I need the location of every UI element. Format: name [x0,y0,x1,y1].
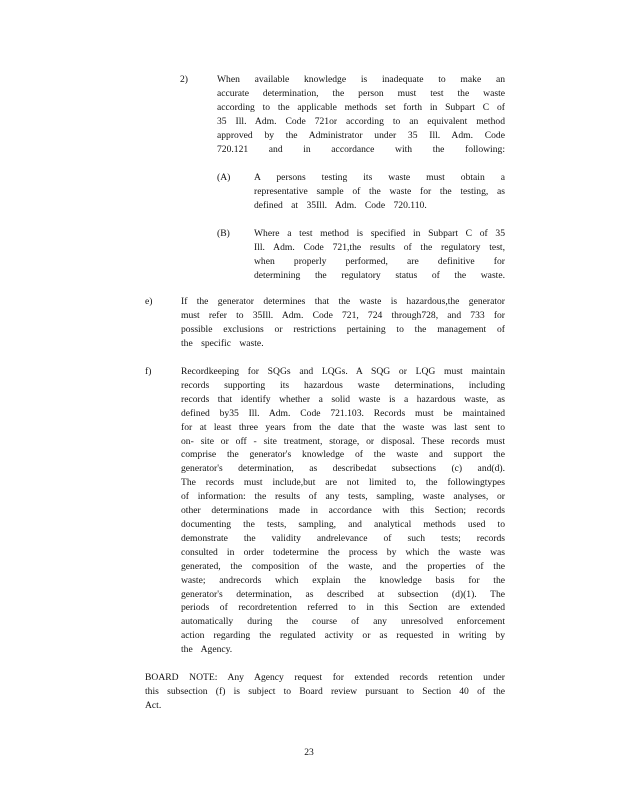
item-2-line: approved by the Administrator under 35 Ill. Adm. Code [217,129,505,141]
item-e-line: If the generator determines that the waste is hazardous,the generator [181,296,505,307]
item-2-line: according to the applicable methods set forth in Subpart C of [217,101,505,113]
item-f-line: defined by35 Ill. Adm. Code 721.103. Records must be maintained [181,407,505,419]
item-f-line: documenting the tests, sampling, and analytical methods used to [181,518,505,530]
sub-b-marker: (B) [217,228,230,239]
item-e-line: possible exclusions or restrictions pertaining to the management of [181,323,505,335]
item-2-marker: 2) [180,74,188,85]
item-2-line: accurate determination, the person must test the waste [217,87,505,99]
item-f-line: records that identify whether a solid waste is a hazardous waste, as [181,393,505,405]
item-f-line: of information: the results of any tests, sampling, waste analyses, or [181,491,505,503]
page-number: 23 [304,747,314,758]
sub-b-line: Ill. Adm. Code 721,the results of the regulatory test, [254,241,505,253]
board-note-line: Act. [145,699,162,711]
item-2-text [217,73,505,156]
item-f-line: generated, the composition of the waste, and the properties of the [181,560,505,572]
item-f-line: The records must include,but are not limited to, the followingtypes [181,477,505,489]
item-f-line: generator's determination, as describedat subsections (c) and(d). [181,463,505,475]
board-note-line: BOARD NOTE: Any Agency request for extended records retention under [145,672,505,683]
item-f-line: the Agency. [181,644,233,656]
item-f-line: comprise the generator's knowledge of the waste and support the [181,449,505,461]
item-e-line: the specific waste. [181,337,264,349]
item-f-line: on- site or off - site treatment, storage, or disposal. These records must [181,435,505,447]
item-2-line: 720.121 and in accordance with the following: [217,143,505,155]
item-f-line: automatically during the course of any unresolved enforcement [181,616,505,628]
sub-a-line: representative sample of the waste for the testing, as [254,185,505,197]
sub-a-marker: (A) [217,172,231,183]
item-f-line: waste; andrecords which explain the knowledge basis for the [181,574,505,586]
sub-a-line: A persons testing its waste must obtain a [254,172,505,183]
board-note [145,671,505,713]
item-2-line: When available knowledge is inadequate to make an [217,74,505,85]
item-f-line: periods of recordretention referred to in this Section are extended [181,602,505,614]
item-f-line: consulted in order todetermine the process by which the waste was [181,546,505,558]
item-e-text [181,295,505,351]
item-e-marker: e) [145,296,153,307]
item-e-line: must refer to 35Ill. Adm. Code 721, 724 through728, and 733 for [181,309,505,321]
board-note-line: this subsection (f) is subject to Board review pursuant to Section 40 of the [145,685,505,697]
item-f-line: demonstrate the validity andrelevance of such tests; records [181,532,505,544]
item-f-line: Recordkeeping for SQGs and LQGs. A SQG or LQG must maintain [181,366,505,377]
item-f-text [181,365,505,657]
item-f-line: for at least three years from the date that the waste was last sent to [181,421,505,433]
item-f-line: other determinations made in accordance with this Section; records [181,505,505,517]
sub-b-line: Where a test method is specified in Subpart C of 35 [254,228,505,239]
sub-b-line: when properly performed, are definitive for [254,255,505,267]
item-f-line: generator's determination, as described at subsection (d)(1). The [181,588,505,600]
item-f-line: action regarding the regulated activity or as requested in writing by [181,630,505,642]
sub-a-line: defined at 35Ill. Adm. Code 720.110. [254,199,427,211]
item-2-line: 35 Ill. Adm. Code 721or according to an equivalent method [217,115,505,127]
sub-b-text [254,227,505,283]
item-f-marker: f) [145,366,152,377]
sub-a-text [254,171,505,213]
sub-b-line: determining the regulatory status of the waste. [254,269,505,281]
item-f-line: records supporting its hazardous waste determinations, including [181,379,505,391]
